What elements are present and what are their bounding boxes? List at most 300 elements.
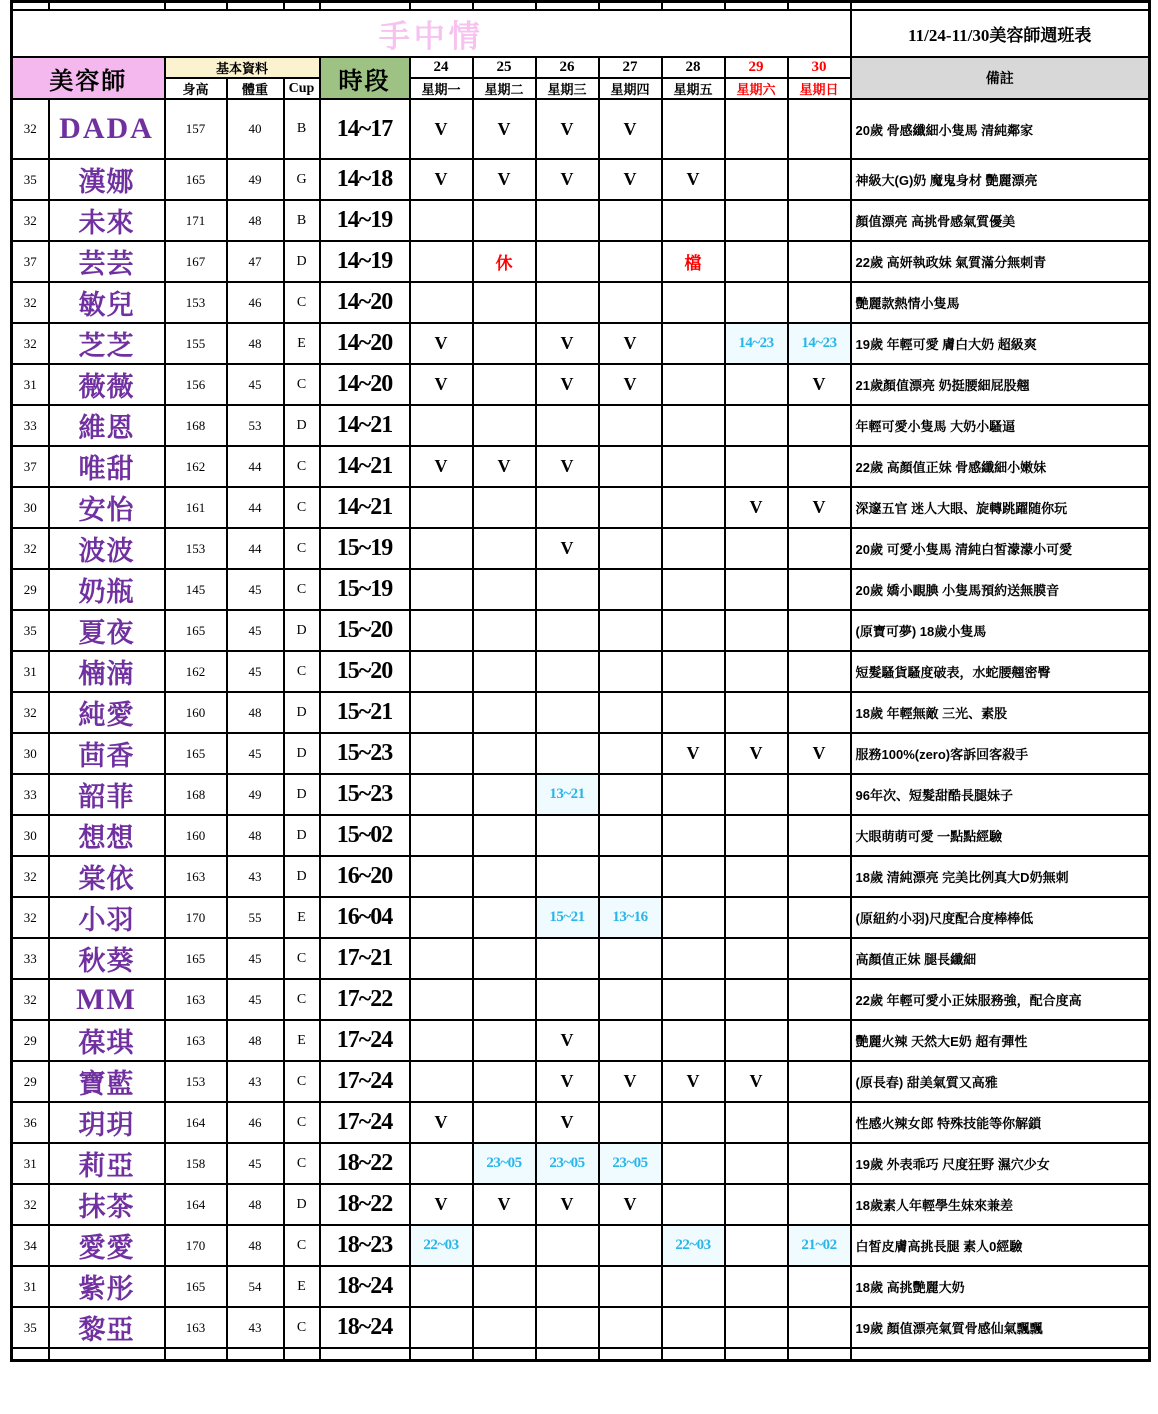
day-cell	[410, 1266, 473, 1307]
cup-cell: D	[284, 856, 320, 897]
day-cell	[725, 1143, 788, 1184]
remark-cell: 服務100%(zero)客訴回客殺手	[851, 733, 1150, 774]
remark-cell: (原寶可夢) 18歲小隻馬	[851, 610, 1150, 651]
height-cell: 163	[165, 979, 227, 1020]
table-row	[12, 446, 1150, 487]
age-cell: 37	[12, 446, 49, 487]
day-cell	[725, 1184, 788, 1225]
day-cell	[788, 405, 851, 446]
time-slot-cell: 14~21	[320, 446, 410, 487]
day-cell: V	[473, 99, 536, 159]
table-row	[12, 200, 1150, 241]
day-cell: V	[536, 1184, 599, 1225]
day-cell	[473, 815, 536, 856]
day-cell	[473, 692, 536, 733]
age-cell: 32	[12, 897, 49, 938]
day-cell	[788, 1143, 851, 1184]
name-cell: 秋葵	[49, 938, 165, 979]
remark-cell: 19歲 顏值漂亮氣質骨感仙氣飄飄	[851, 1307, 1150, 1348]
remark-cell: 顏值漂亮 高挑骨感氣質優美	[851, 200, 1150, 241]
remark-cell: 18歲 高挑艷麗大奶	[851, 1266, 1150, 1307]
day-cell	[788, 1102, 851, 1143]
cup-cell: C	[284, 651, 320, 692]
remark-cell: 高顏值正妹 腿長纖細	[851, 938, 1150, 979]
day-cell	[536, 241, 599, 282]
day-cell	[662, 1184, 725, 1225]
day-cell	[410, 815, 473, 856]
name-cell: 愛愛	[49, 1225, 165, 1266]
age-cell: 31	[12, 1143, 49, 1184]
day-cell	[788, 979, 851, 1020]
day-cell	[473, 651, 536, 692]
day-cell	[410, 938, 473, 979]
day-cell	[410, 1020, 473, 1061]
day-cell	[473, 282, 536, 323]
weight-cell: 48	[227, 1184, 284, 1225]
day-cell	[599, 1020, 662, 1061]
day-cell	[599, 856, 662, 897]
day-cell: 休	[473, 241, 536, 282]
cup-cell: E	[284, 897, 320, 938]
day-cell: 13~21	[536, 774, 599, 815]
day-cell: V	[536, 323, 599, 364]
day-cell	[725, 200, 788, 241]
day-cell: V	[599, 1061, 662, 1102]
column-header-date: 24	[410, 57, 473, 78]
day-cell	[599, 938, 662, 979]
day-cell	[662, 610, 725, 651]
day-cell	[662, 1307, 725, 1348]
table-row	[12, 241, 1150, 282]
remark-cell: 96年次、短髮甜酷長腿妹子	[851, 774, 1150, 815]
day-cell	[536, 692, 599, 733]
day-cell: V	[725, 733, 788, 774]
time-slot-cell: 14~20	[320, 323, 410, 364]
column-header-weekday: 星期日	[788, 78, 851, 99]
day-cell	[662, 200, 725, 241]
time-slot-cell: 14~21	[320, 405, 410, 446]
day-cell: 21~02	[788, 1225, 851, 1266]
day-cell	[599, 487, 662, 528]
cup-cell: D	[284, 774, 320, 815]
table-row	[12, 610, 1150, 651]
day-cell	[725, 528, 788, 569]
time-slot-cell: 15~02	[320, 815, 410, 856]
cup-cell: C	[284, 1061, 320, 1102]
name-cell: 夏夜	[49, 610, 165, 651]
day-cell	[662, 1266, 725, 1307]
day-cell	[473, 897, 536, 938]
column-header-time-slot: 時段	[320, 57, 410, 99]
table-row	[12, 1020, 1150, 1061]
table-row	[12, 405, 1150, 446]
day-cell	[788, 241, 851, 282]
day-cell	[410, 528, 473, 569]
day-cell	[410, 897, 473, 938]
day-cell	[788, 1184, 851, 1225]
day-cell	[599, 1266, 662, 1307]
day-cell: V	[536, 528, 599, 569]
day-cell	[662, 282, 725, 323]
table-row	[12, 1307, 1150, 1348]
day-cell: 14~23	[788, 323, 851, 364]
height-cell: 170	[165, 1225, 227, 1266]
day-cell	[473, 569, 536, 610]
name-cell: 楠湳	[49, 651, 165, 692]
day-cell: 14~23	[725, 323, 788, 364]
age-cell: 34	[12, 1225, 49, 1266]
height-cell: 158	[165, 1143, 227, 1184]
height-cell: 157	[165, 99, 227, 159]
name-cell: MM	[49, 979, 165, 1020]
cup-cell: C	[284, 1307, 320, 1348]
weight-cell: 43	[227, 1061, 284, 1102]
cup-cell: C	[284, 1102, 320, 1143]
column-header-weight: 體重	[227, 78, 284, 99]
day-cell	[725, 569, 788, 610]
day-cell: 22~03	[662, 1225, 725, 1266]
cup-cell: D	[284, 241, 320, 282]
remark-cell: 18歲素人年輕學生妹來兼差	[851, 1184, 1150, 1225]
time-slot-cell: 15~23	[320, 733, 410, 774]
day-cell	[662, 979, 725, 1020]
day-cell	[536, 979, 599, 1020]
day-cell	[599, 774, 662, 815]
name-cell: 芝芝	[49, 323, 165, 364]
weight-cell: 47	[227, 241, 284, 282]
height-cell: 155	[165, 323, 227, 364]
day-cell	[725, 405, 788, 446]
name-cell: 寶藍	[49, 1061, 165, 1102]
remark-cell: 19歲 年輕可愛 膚白大奶 超級爽	[851, 323, 1150, 364]
height-cell: 165	[165, 1266, 227, 1307]
day-cell	[410, 651, 473, 692]
weight-cell: 54	[227, 1266, 284, 1307]
day-cell	[662, 692, 725, 733]
day-cell: V	[473, 1184, 536, 1225]
table-row	[12, 528, 1150, 569]
weight-cell: 53	[227, 405, 284, 446]
cup-cell: C	[284, 364, 320, 405]
day-cell	[788, 99, 851, 159]
day-cell	[536, 815, 599, 856]
day-cell	[788, 200, 851, 241]
table-row	[12, 99, 1150, 159]
day-cell	[788, 1307, 851, 1348]
weight-cell: 48	[227, 692, 284, 733]
table-row	[12, 979, 1150, 1020]
name-cell: 棠依	[49, 856, 165, 897]
time-slot-cell: 14~19	[320, 200, 410, 241]
column-header-date: 26	[536, 57, 599, 78]
height-cell: 156	[165, 364, 227, 405]
day-cell: V	[410, 99, 473, 159]
day-cell	[725, 1266, 788, 1307]
table-row	[12, 733, 1150, 774]
day-cell: V	[410, 1102, 473, 1143]
day-cell	[788, 1061, 851, 1102]
name-cell: 韶菲	[49, 774, 165, 815]
height-cell: 170	[165, 897, 227, 938]
cup-cell: D	[284, 405, 320, 446]
name-cell: 波波	[49, 528, 165, 569]
day-cell	[473, 405, 536, 446]
age-cell: 30	[12, 487, 49, 528]
cup-cell: B	[284, 200, 320, 241]
day-cell: V	[788, 487, 851, 528]
time-slot-cell: 15~20	[320, 610, 410, 651]
remark-cell: 短髮騷貨騷度破表，水蛇腰翹密臀	[851, 651, 1150, 692]
day-cell	[788, 528, 851, 569]
day-cell	[473, 1266, 536, 1307]
day-cell	[725, 1225, 788, 1266]
name-cell: 抹茶	[49, 1184, 165, 1225]
age-cell: 29	[12, 1020, 49, 1061]
day-cell: V	[473, 159, 536, 200]
height-cell: 163	[165, 1020, 227, 1061]
day-cell	[725, 364, 788, 405]
day-cell	[788, 1020, 851, 1061]
table-row	[12, 1225, 1150, 1266]
age-cell: 30	[12, 815, 49, 856]
column-header-basic-info: 基本資料	[165, 57, 320, 78]
height-cell: 168	[165, 774, 227, 815]
name-cell: 莉亞	[49, 1143, 165, 1184]
height-cell: 165	[165, 159, 227, 200]
height-cell: 162	[165, 651, 227, 692]
day-cell	[599, 979, 662, 1020]
day-cell: V	[473, 446, 536, 487]
cup-cell: C	[284, 569, 320, 610]
day-cell	[788, 651, 851, 692]
age-cell: 35	[12, 1307, 49, 1348]
remark-cell: 22歲 高妍執政妹 氣質滿分無刺青	[851, 241, 1150, 282]
day-cell	[473, 1102, 536, 1143]
day-cell	[599, 569, 662, 610]
name-cell: 漢娜	[49, 159, 165, 200]
weight-cell: 49	[227, 774, 284, 815]
day-cell	[410, 1307, 473, 1348]
age-cell: 32	[12, 282, 49, 323]
time-slot-cell: 15~19	[320, 569, 410, 610]
age-cell: 32	[12, 692, 49, 733]
table-row	[12, 364, 1150, 405]
day-cell	[599, 651, 662, 692]
remark-cell: 18歲 年輕無敵 三光、素股	[851, 692, 1150, 733]
time-slot-cell: 18~22	[320, 1184, 410, 1225]
day-cell	[410, 979, 473, 1020]
day-cell	[473, 1225, 536, 1266]
day-cell	[410, 200, 473, 241]
day-cell	[536, 487, 599, 528]
table-row	[12, 323, 1150, 364]
height-cell: 171	[165, 200, 227, 241]
day-cell: V	[788, 364, 851, 405]
day-cell	[662, 938, 725, 979]
column-header-date: 27	[599, 57, 662, 78]
day-cell	[599, 610, 662, 651]
time-slot-cell: 14~18	[320, 159, 410, 200]
weight-cell: 45	[227, 938, 284, 979]
day-cell	[473, 733, 536, 774]
day-cell	[725, 815, 788, 856]
schedule-sheet	[10, 0, 1151, 1362]
table-row	[12, 651, 1150, 692]
time-slot-cell: 14~17	[320, 99, 410, 159]
cup-cell: D	[284, 1184, 320, 1225]
day-cell	[788, 897, 851, 938]
day-cell	[725, 1020, 788, 1061]
day-cell	[599, 282, 662, 323]
day-cell	[788, 610, 851, 651]
day-cell	[410, 1061, 473, 1102]
height-cell: 160	[165, 692, 227, 733]
time-slot-cell: 15~20	[320, 651, 410, 692]
cropped-row-top	[12, 2, 1150, 11]
day-cell	[410, 774, 473, 815]
cup-cell: B	[284, 99, 320, 159]
day-cell	[662, 569, 725, 610]
cup-cell: C	[284, 528, 320, 569]
weight-cell: 44	[227, 528, 284, 569]
day-cell: V	[536, 1102, 599, 1143]
day-cell: V	[536, 446, 599, 487]
remark-cell: 20歲 嬌小靦腆 小隻馬預約送無膜音	[851, 569, 1150, 610]
day-cell	[788, 282, 851, 323]
day-cell	[725, 1102, 788, 1143]
day-cell	[536, 856, 599, 897]
height-cell: 168	[165, 405, 227, 446]
day-cell	[725, 692, 788, 733]
day-cell	[725, 651, 788, 692]
day-cell	[599, 528, 662, 569]
day-cell	[473, 200, 536, 241]
name-cell: 維恩	[49, 405, 165, 446]
column-header-weekday: 星期三	[536, 78, 599, 99]
weight-cell: 48	[227, 200, 284, 241]
remark-cell: 19歲 外表乖巧 尺度狂野 濕穴少女	[851, 1143, 1150, 1184]
day-cell	[473, 1020, 536, 1061]
table-row	[12, 569, 1150, 610]
day-cell	[410, 733, 473, 774]
day-cell	[536, 651, 599, 692]
day-cell	[662, 815, 725, 856]
weight-cell: 43	[227, 856, 284, 897]
day-cell	[599, 241, 662, 282]
day-cell	[410, 856, 473, 897]
day-cell	[410, 610, 473, 651]
page-title: 手中情	[12, 10, 851, 57]
age-cell: 31	[12, 651, 49, 692]
age-cell: 30	[12, 733, 49, 774]
age-cell: 32	[12, 528, 49, 569]
day-cell: V	[599, 364, 662, 405]
day-cell: V	[536, 159, 599, 200]
height-cell: 163	[165, 1307, 227, 1348]
remark-cell: 白皙皮膚高挑長腿 素人0經驗	[851, 1225, 1150, 1266]
column-header-weekday: 星期四	[599, 78, 662, 99]
schedule-body	[12, 99, 1150, 1348]
table-row	[12, 774, 1150, 815]
age-cell: 36	[12, 1102, 49, 1143]
cup-cell: D	[284, 815, 320, 856]
day-cell: V	[725, 1061, 788, 1102]
time-slot-cell: 15~21	[320, 692, 410, 733]
age-cell: 33	[12, 938, 49, 979]
day-cell	[662, 323, 725, 364]
day-cell: 檔	[662, 241, 725, 282]
name-cell: 玥玥	[49, 1102, 165, 1143]
day-cell: V	[662, 1061, 725, 1102]
weight-cell: 43	[227, 1307, 284, 1348]
weight-cell: 44	[227, 487, 284, 528]
day-cell	[662, 897, 725, 938]
remark-cell: 20歲 可愛小隻馬 清純白皙濛濛小可愛	[851, 528, 1150, 569]
remark-cell: 深邃五官 迷人大眼、旋轉跳躍随你玩	[851, 487, 1150, 528]
day-cell	[473, 774, 536, 815]
cup-cell: C	[284, 979, 320, 1020]
height-cell: 145	[165, 569, 227, 610]
cup-cell: D	[284, 610, 320, 651]
day-cell	[599, 815, 662, 856]
day-cell	[473, 938, 536, 979]
day-cell	[599, 405, 662, 446]
age-cell: 37	[12, 241, 49, 282]
day-cell: 23~05	[473, 1143, 536, 1184]
day-cell	[725, 610, 788, 651]
time-slot-cell: 18~23	[320, 1225, 410, 1266]
table-row	[12, 897, 1150, 938]
name-cell: 純愛	[49, 692, 165, 733]
day-cell	[725, 99, 788, 159]
age-cell: 32	[12, 1184, 49, 1225]
remark-cell: 21歲顏值漂亮 奶挺腰細屁股翹	[851, 364, 1150, 405]
column-header-date: 25	[473, 57, 536, 78]
day-cell	[410, 405, 473, 446]
cup-cell: C	[284, 938, 320, 979]
age-cell: 29	[12, 1061, 49, 1102]
time-slot-cell: 17~24	[320, 1020, 410, 1061]
table-row	[12, 692, 1150, 733]
day-cell: 22~03	[410, 1225, 473, 1266]
age-cell: 33	[12, 774, 49, 815]
day-cell: V	[410, 159, 473, 200]
weight-cell: 44	[227, 446, 284, 487]
name-cell: 紫彤	[49, 1266, 165, 1307]
table-row	[12, 1061, 1150, 1102]
weight-cell: 48	[227, 1225, 284, 1266]
time-slot-cell: 18~24	[320, 1266, 410, 1307]
height-cell: 165	[165, 938, 227, 979]
name-cell: 薇薇	[49, 364, 165, 405]
age-cell: 32	[12, 856, 49, 897]
weight-cell: 49	[227, 159, 284, 200]
day-cell	[725, 159, 788, 200]
remark-cell: 神級大(G)奶 魔鬼身材 艷麗漂亮	[851, 159, 1150, 200]
name-cell: DADA	[49, 99, 165, 159]
time-slot-cell: 16~04	[320, 897, 410, 938]
age-cell: 32	[12, 200, 49, 241]
name-cell: 安怡	[49, 487, 165, 528]
height-cell: 162	[165, 446, 227, 487]
name-cell: 黎亞	[49, 1307, 165, 1348]
day-cell	[788, 774, 851, 815]
age-cell: 32	[12, 99, 49, 159]
cup-cell: C	[284, 446, 320, 487]
day-cell	[599, 1307, 662, 1348]
time-slot-cell: 15~23	[320, 774, 410, 815]
time-slot-cell: 14~20	[320, 364, 410, 405]
